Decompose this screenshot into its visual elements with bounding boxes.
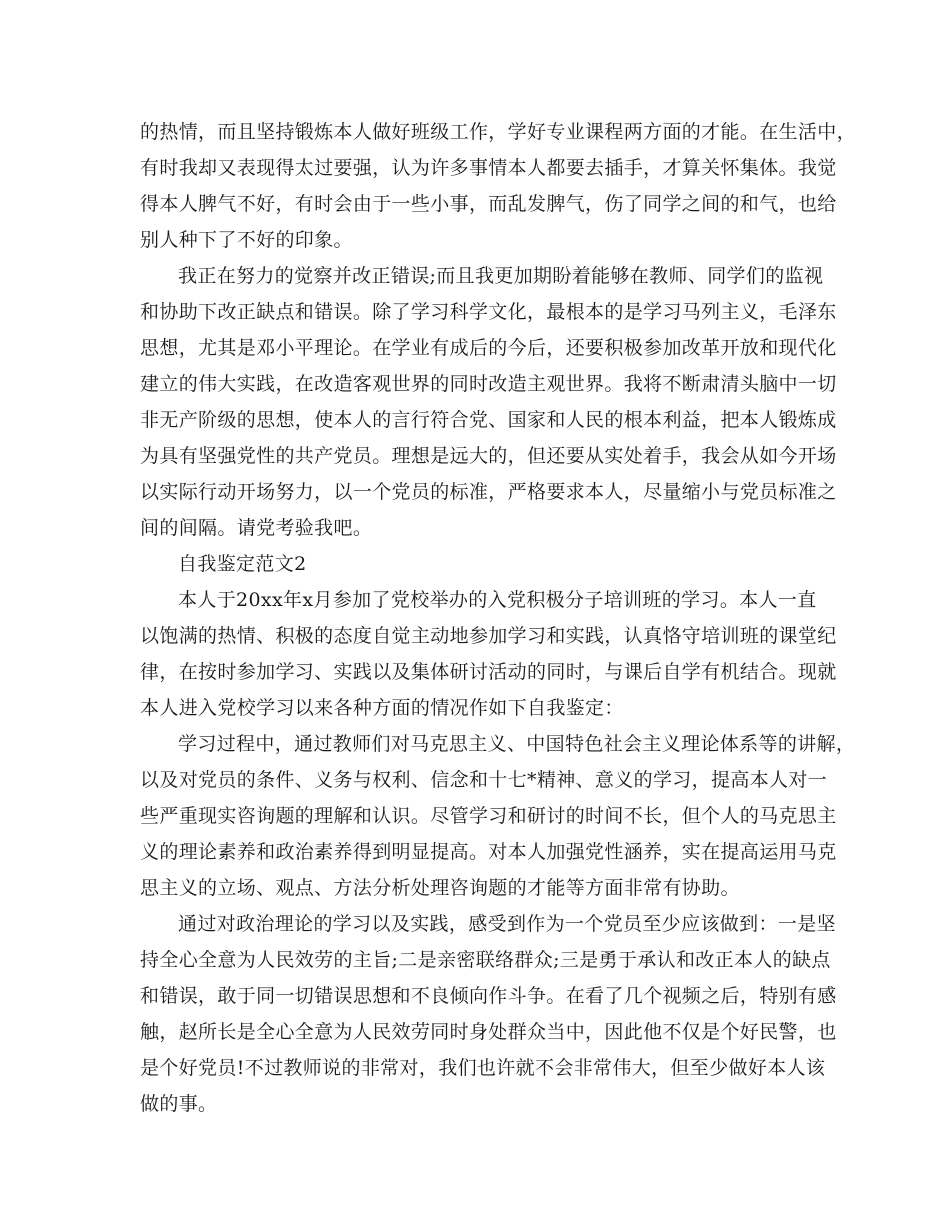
paragraph-first-line: 本人于20xx年x月参加了党校举办的入党积极分子培训班的学习。本人一直 [178,589,817,611]
text-line: 做的事。 [140,1093,218,1115]
text-line: 持全心全意为人民效劳的主旨;二是亲密联络群众;三是勇于承认和改正本人的缺点 [140,949,831,971]
text-line: 以实际行动开场努力，以一个党员的标准，严格要求本人，尽量缩小与党员标准之 [140,481,837,503]
text-line: 触，赵所长是全心全意为人民效劳同时身处群众当中，因此他不仅是个好民警，也 [140,1021,837,1043]
text-line: 些严重现实咨询题的理解和认识。尽管学习和研讨的时间不长，但个人的马克思主 [140,805,837,827]
text-line: 建立的伟大实践，在改造客观世界的同时改造主观世界。我将不断肃清头脑中一切 [140,373,837,395]
text-line: 本人进入党校学习以来各种方面的情况作如下自我鉴定： [140,697,624,719]
text-line: 思主义的立场、观点、方法分析处理咨询题的才能等方面非常有协助。 [140,877,740,899]
text-line: 有时我却又表现得太过要强，认为许多事情本人都要去插手，才算关怀集体。我觉 [140,157,837,179]
paragraph-first-line: 学习过程中，通过教师们对马克思主义、中国特色社会主义理论体系等的讲解， [178,733,856,755]
text-line: 和协助下改正缺点和错误。除了学习科学文化，最根本的是学习马列主义，毛泽东 [140,301,837,323]
text-line: 思想，尤其是邓小平理论。在学业有成后的今后，还要积极参加改革开放和现代化 [140,337,837,359]
paragraph-first-line: 我正在努力的觉察并改正错误;而且我更加期盼着能够在教师、同学们的监视 [178,265,824,287]
text-line: 是个好党员!不过教师说的非常对，我们也许就不会非常伟大，但至少做好本人该 [140,1057,826,1079]
text-line: 律，在按时参加学习、实践以及集体研讨活动的同时，与课后自学有机结合。现就 [140,661,837,683]
section-heading: 自我鉴定范文2 [178,553,307,575]
text-line: 为具有坚强党性的共产党员。理想是远大的，但还要从实处着手，我会从如今开场 [140,445,837,467]
text-line: 以饱满的热情、积极的态度自觉主动地参加学习和实践，认真恪守培训班的课堂纪 [140,625,837,647]
text-line: 义的理论素养和政治素养得到明显提高。对本人加强党性涵养，实在提高运用马克 [140,841,837,863]
text-line: 得本人脾气不好，有时会由于一些小事，而乱发脾气，伤了同学之间的和气，也给 [140,193,837,215]
text-line: 以及对党员的条件、义务与权利、信念和十七*精神、意义的学习，提高本人对一 [140,769,828,791]
text-line: 非无产阶级的思想，使本人的言行符合党、国家和人民的根本利益，把本人锻炼成 [140,409,837,431]
text-line: 和错误，敢于同一切错误思想和不良倾向作斗争。在看了几个视频之后，特别有感 [140,985,837,1007]
text-line: 别人种下了不好的印象。 [140,229,353,251]
paragraph-first-line: 通过对政治理论的学习以及实践，感受到作为一个党员至少应该做到：一是坚 [178,913,836,935]
text-line: 的热情，而且坚持锻炼本人做好班级工作，学好专业课程两方面的才能。在生活中， [140,121,856,143]
text-line: 间的间隔。请党考验我吧。 [140,517,373,539]
